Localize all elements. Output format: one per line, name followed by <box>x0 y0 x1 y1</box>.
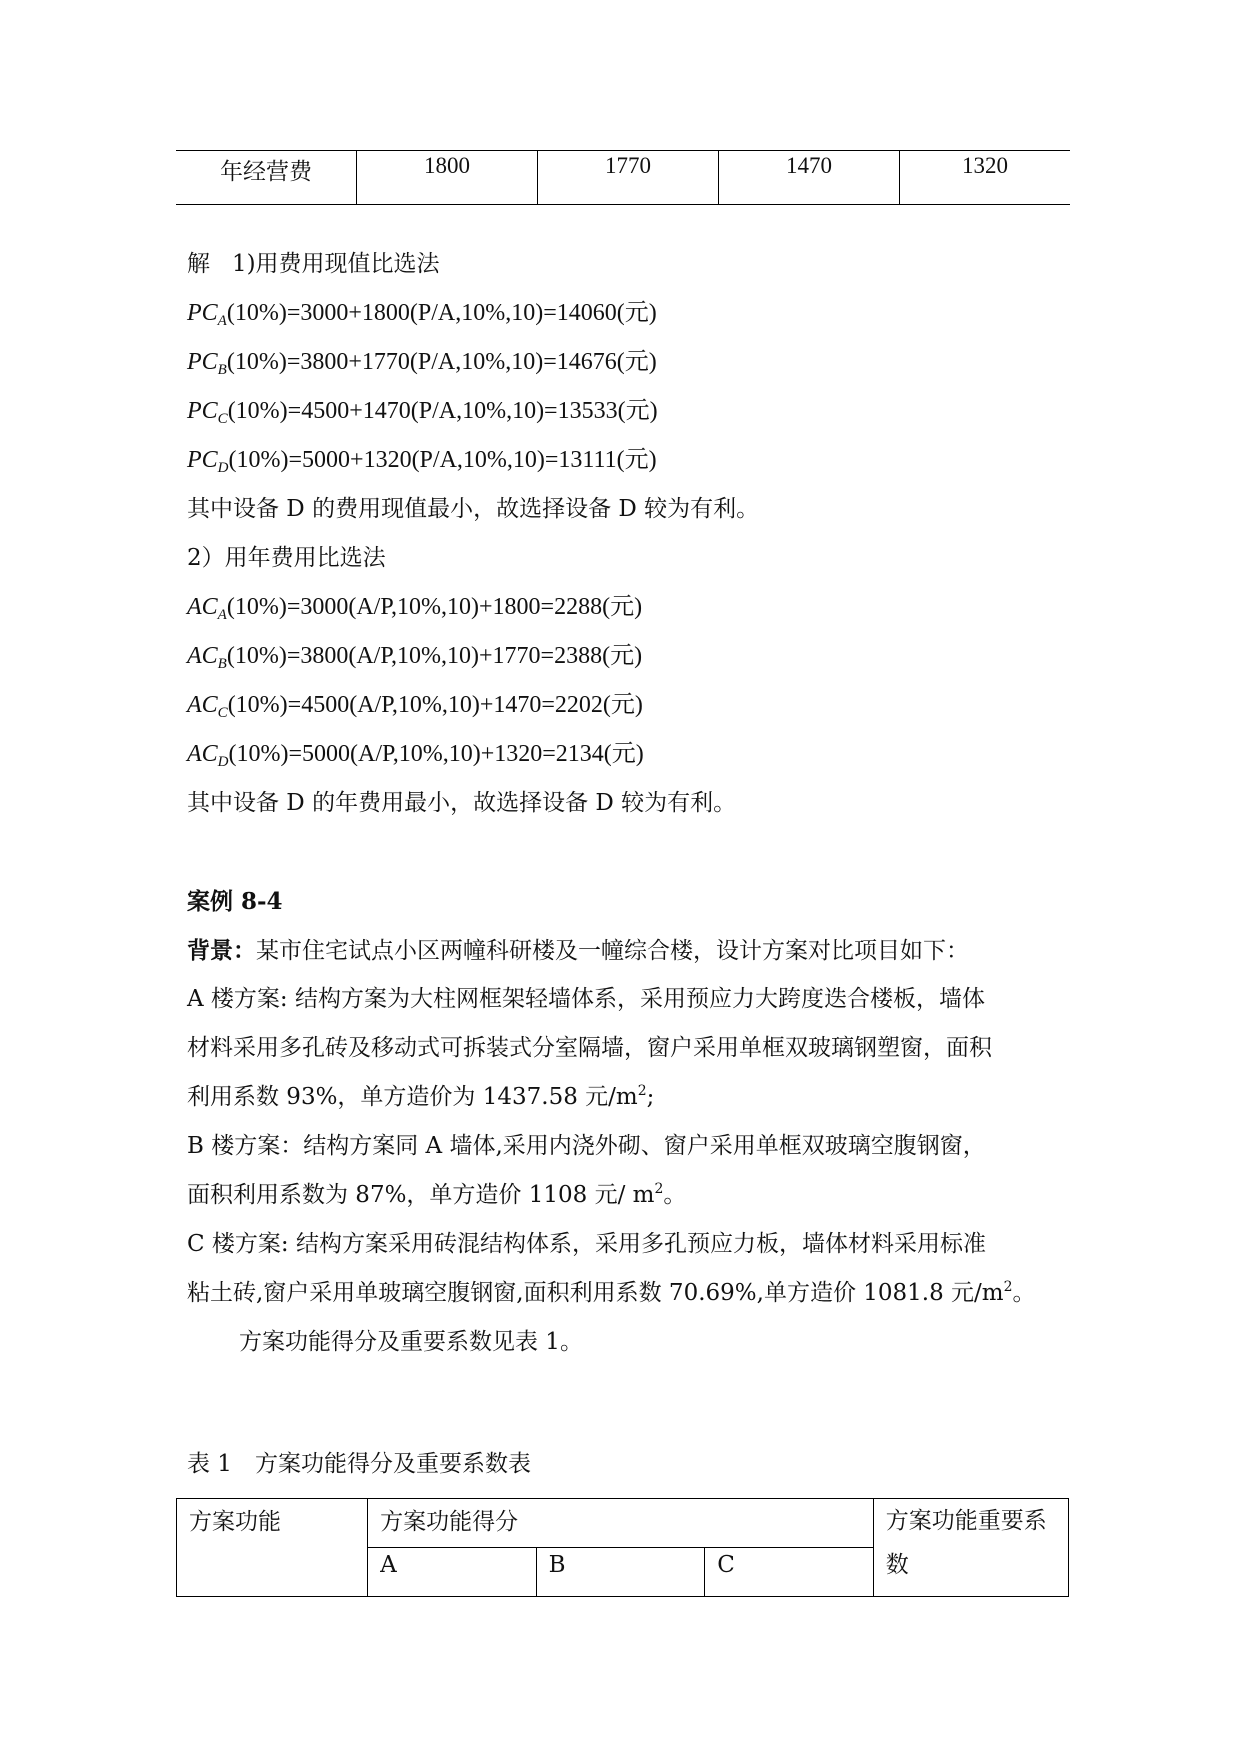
conclusion-2: 其中设备 D 的年费用最小，故选择设备 D 较为有利。 <box>187 790 737 816</box>
conclusion-1: 其中设备 D 的费用现值最小，故选择设备 D 较为有利。 <box>187 496 760 522</box>
scheme-c-line: 粘土砖,窗户采用单玻璃空腹钢窗,面积利用系数 70.69%,单方造价 1081.8 元$/m^2$。 <box>187 1279 1036 1306</box>
table-cell: 1770 <box>538 151 719 205</box>
table-header: A <box>368 1548 537 1597</box>
document-body <box>187 240 1077 1367</box>
solution-prefix: 解 <box>187 251 210 277</box>
case-title: 案例 8-4 <box>187 888 283 915</box>
ac-formula-c: $AC_C(10\%)=4500(A/P,10\%,10)+1470=2202$(元) <box>187 692 643 721</box>
table-reference-note: 方案功能得分及重要系数见表 1。 <box>239 1329 583 1355</box>
method1-heading <box>187 240 1077 289</box>
table-header: 方案功能得分 <box>368 1499 874 1548</box>
background-text: 某市住宅试点小区两幢科研楼及一幢综合楼，设计方案对比项目如下： <box>256 938 969 964</box>
table-header: 方案功能重要系 数 <box>873 1499 1068 1597</box>
ac-formula-a: $AC_A(10\%)=3000(A/P,10\%,10)+1800=2288$(元) <box>187 594 643 623</box>
table-cell: 1320 <box>900 151 1071 205</box>
table-row <box>177 1499 1069 1548</box>
table-header: B <box>536 1548 705 1597</box>
method2-heading: 2）用年费用比选法 <box>187 545 386 571</box>
case-background <box>187 926 1077 975</box>
table-header: 方案功能 <box>177 1499 368 1597</box>
scheme-c-line: C 楼方案: 结构方案采用砖混结构体系，采用多孔预应力板，墙体材料采用标准 <box>187 1231 986 1257</box>
table-row <box>176 151 1070 205</box>
table1-caption: 表 1 方案功能得分及重要系数表 <box>187 1451 531 1477</box>
ac-formula-b: $AC_B(10\%)=3800(A/P,10\%,10)+1770=2388$(元) <box>187 643 643 672</box>
pc-formula-c: $PC_C(10\%)=4500+1470(P/A,10\%,10)=13533$(元) <box>187 398 658 427</box>
scheme-b-line: 面积利用系数为 87%，单方造价 1108 元/ $m^2$。 <box>187 1181 687 1208</box>
ac-formula-d: $AC_D(10\%)=5000(A/P,10\%,10)+1320=2134$(元) <box>187 741 644 770</box>
pc-formula-b: $PC_B(10\%)=3800+1770(P/A,10\%,10)=14676$(元) <box>187 349 657 378</box>
function-score-table <box>176 1498 1069 1597</box>
pc-formula-d: $PC_D(10\%)=5000+1320(P/A,10\%,10)=13111$(元) <box>187 447 657 476</box>
scheme-a-line: 材料采用多孔砖及移动式可拆装式分室隔墙，窗户采用单框双玻璃钢塑窗，面积 <box>187 1035 992 1061</box>
scheme-a-line: A 楼方案: 结构方案为大柱网框架轻墙体系，采用预应力大跨度迭合楼板，墙体 <box>187 986 985 1012</box>
pc-formula-a: $PC_A(10\%)=3000+1800(P/A,10\%,10)=14060$(元) <box>187 300 657 329</box>
background-label: 背景： <box>187 937 256 964</box>
equipment-cost-table <box>176 150 1070 205</box>
scheme-a-line: 利用系数 93%，单方造价为 1437.58 元$/m^2$; <box>187 1083 655 1110</box>
table-cell: 1470 <box>719 151 900 205</box>
method1-title: 1)用费用现值比选法 <box>231 251 440 277</box>
table-cell: 1800 <box>357 151 538 205</box>
table-header: C <box>705 1548 874 1597</box>
scheme-b-line: B 楼方案：结构方案同 A 墙体,采用内浇外砌、窗户采用单框双玻璃空腹钢窗， <box>187 1133 986 1159</box>
row-label: 年经营费 <box>176 151 357 205</box>
